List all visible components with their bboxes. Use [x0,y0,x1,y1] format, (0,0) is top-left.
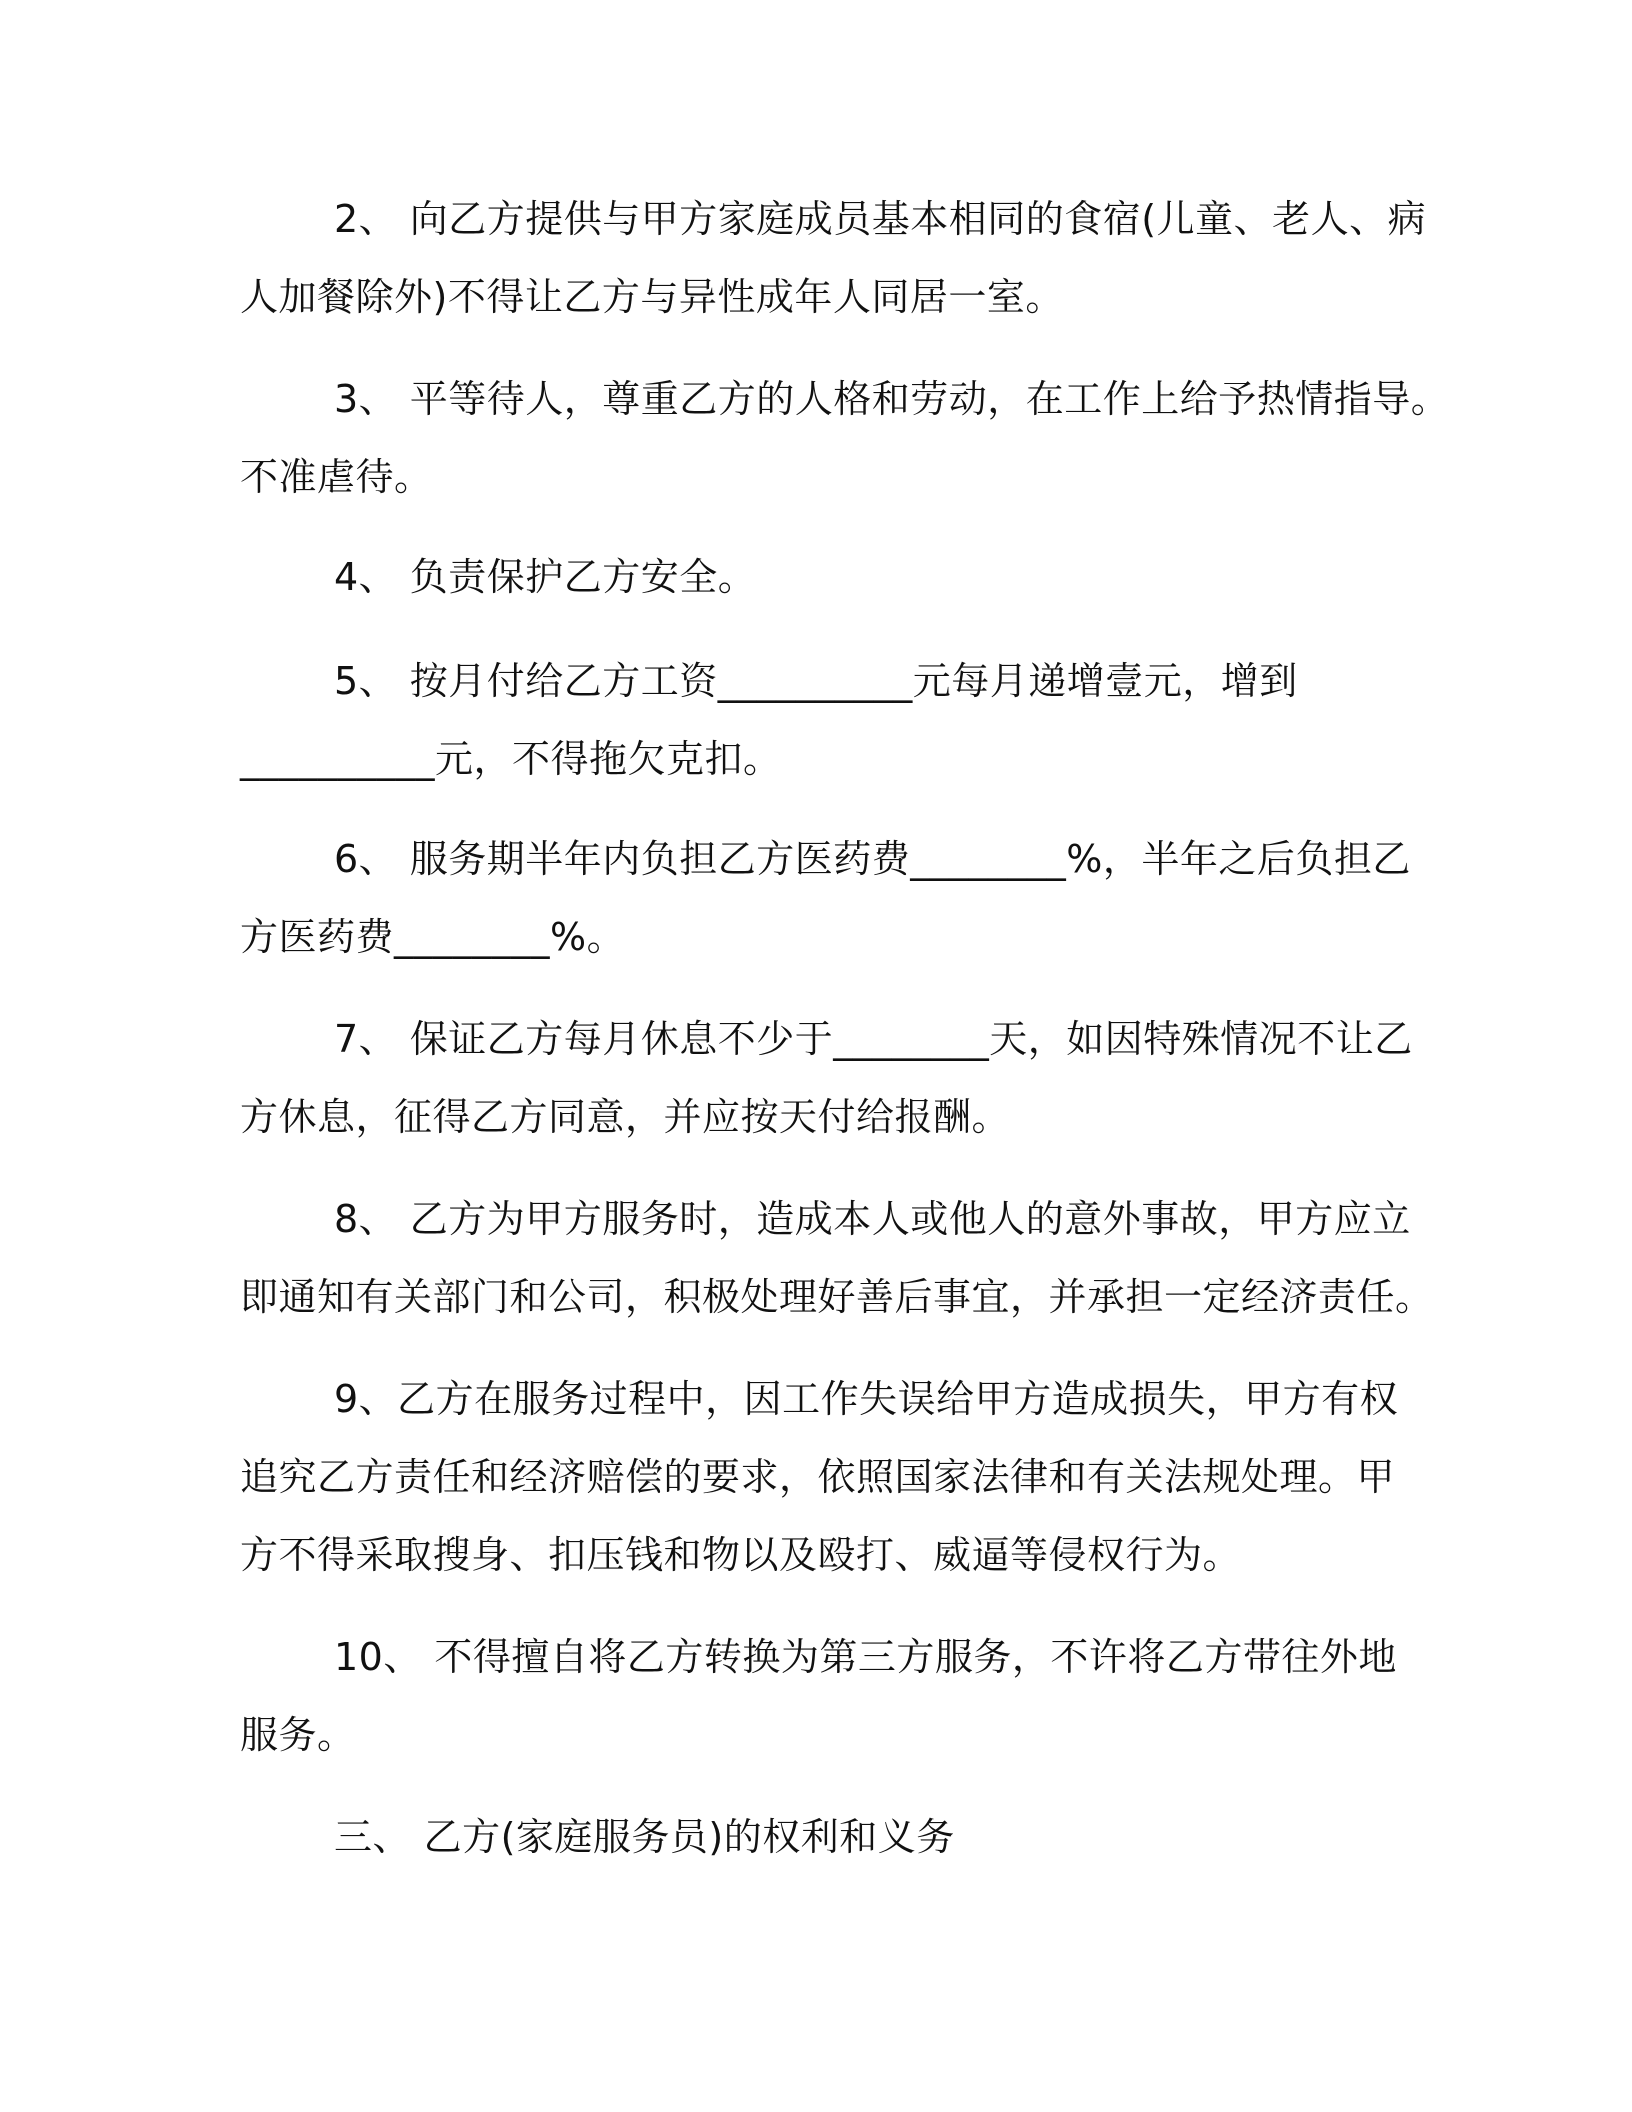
clause-10-line-1: 10、 不得擅自将乙方转换为第三方服务，不许将乙方带往外地 [334,1635,1397,1679]
clause-7-line-1: 7、 保证乙方每月休息不少于________天，如因特殊情况不让乙 [334,1017,1413,1061]
clause-3 [240,360,1450,516]
clause-3-line-2: 不准虐待。 [240,455,433,499]
clause-5-line-2: __________元，不得拖欠克扣。 [240,737,782,781]
section-three-heading-line: 三、 乙方(家庭服务员)的权利和义务 [334,1815,955,1859]
clause-9-line-1: 9、乙方在服务过程中，因工作失误给甲方造成损失，甲方有权 [334,1377,1399,1421]
clause-4 [240,538,1420,616]
clause-5-line-1: 5、 按月付给乙方工资__________元每月递增壹元，增到 [334,659,1298,703]
clause-9-line-2: 追究乙方责任和经济赔偿的要求，依照国家法律和有关法规处理。甲 [240,1455,1396,1499]
clause-9 [240,1360,1420,1594]
clause-4-line-1: 4、 负责保护乙方安全。 [334,555,757,599]
clause-7 [240,1000,1420,1156]
clause-6-line-2: 方医药费________%。 [240,915,626,959]
clause-3-line-1: 3、 平等待人，尊重乙方的人格和劳动，在工作上给予热情指导。 [334,377,1450,421]
clause-10 [240,1618,1420,1774]
clause-2-line-2: 人加餐除外)不得让乙方与异性成年人同居一室。 [240,275,1064,319]
clause-9-line-3: 方不得采取搜身、扣压钱和物以及殴打、威逼等侵权行为。 [240,1533,1242,1577]
clause-8-line-2: 即通知有关部门和公司，积极处理好善后事宜，并承担一定经济责任。 [240,1275,1434,1319]
clause-5 [240,642,1420,798]
clause-6 [240,820,1420,976]
clause-2-line-1: 2、 向乙方提供与甲方家庭成员基本相同的食宿(儿童、老人、病 [334,197,1427,241]
section-three-heading [240,1798,1420,1876]
clause-10-line-2: 服务。 [240,1713,356,1757]
clause-8 [240,1180,1434,1336]
clause-7-line-2: 方休息，征得乙方同意，并应按天付给报酬。 [240,1095,1011,1139]
clause-6-line-1: 6、 服务期半年内负担乙方医药费________%，半年之后负担乙 [334,837,1411,881]
clause-8-line-1: 8、 乙方为甲方服务时，造成本人或他人的意外事故，甲方应立 [334,1197,1411,1241]
clause-2 [240,180,1427,336]
